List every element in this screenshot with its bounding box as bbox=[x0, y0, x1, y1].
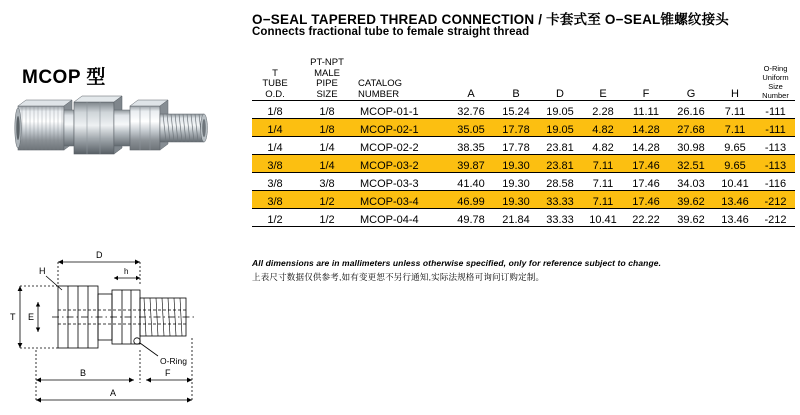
cell-tube: 1/4 bbox=[252, 137, 298, 155]
header-pipe-line-4: SIZE bbox=[316, 88, 338, 100]
technical-drawing bbox=[6, 240, 242, 412]
cell-e: 4.82 bbox=[582, 137, 624, 155]
cell-tube: 3/8 bbox=[252, 155, 298, 173]
cell-e: 2.28 bbox=[582, 101, 624, 119]
cell-oring: -111 bbox=[756, 119, 795, 137]
cell-tube: 1/8 bbox=[252, 101, 298, 119]
cell-pipe: 1/2 bbox=[298, 209, 356, 227]
cell-g: 34.03 bbox=[668, 173, 714, 191]
cell-e: 7.11 bbox=[582, 191, 624, 209]
cell-tube: 3/8 bbox=[252, 173, 298, 191]
cell-a: 38.35 bbox=[448, 137, 494, 155]
header-dim-f: F bbox=[642, 88, 650, 100]
dim-label-a: A bbox=[110, 388, 117, 398]
cell-d: 19.05 bbox=[538, 119, 582, 137]
header-pipe-line-1: PT-NPT bbox=[310, 57, 344, 68]
cell-h: 7.11 bbox=[714, 101, 756, 119]
cell-g: 27.68 bbox=[668, 119, 714, 137]
header-dim-a: A bbox=[467, 88, 475, 100]
table-row[interactable] bbox=[252, 173, 795, 191]
cell-d: 28.58 bbox=[538, 173, 582, 191]
header-dim-b: B bbox=[512, 88, 520, 100]
cell-h: 7.11 bbox=[714, 119, 756, 137]
left-illustration-panel bbox=[0, 0, 248, 415]
right-spec-panel bbox=[252, 0, 800, 415]
cell-b: 19.30 bbox=[494, 191, 538, 209]
header-dim-g: G bbox=[686, 88, 696, 100]
cell-e: 4.82 bbox=[582, 119, 624, 137]
cell-g: 26.16 bbox=[668, 101, 714, 119]
cell-g: 39.62 bbox=[668, 209, 714, 227]
cell-a: 35.05 bbox=[448, 119, 494, 137]
cell-a: 41.40 bbox=[448, 173, 494, 191]
cell-oring: -116 bbox=[756, 173, 795, 191]
cell-pipe: 3/8 bbox=[298, 173, 356, 191]
cell-h: 10.41 bbox=[714, 173, 756, 191]
cell-oring: -113 bbox=[756, 137, 795, 155]
cell-h: 9.65 bbox=[714, 137, 756, 155]
cell-a: 39.87 bbox=[448, 155, 494, 173]
cell-b: 19.30 bbox=[494, 173, 538, 191]
cell-pipe: 1/2 bbox=[298, 191, 356, 209]
header-oring-line-3: Size Number bbox=[762, 82, 789, 100]
header-oring-line-2: Uniform bbox=[762, 73, 789, 82]
product-photo bbox=[8, 88, 218, 168]
dim-label-e: E bbox=[28, 312, 35, 322]
cell-tube: 1/2 bbox=[252, 209, 298, 227]
cell-f: 17.46 bbox=[624, 173, 668, 191]
cell-h: 13.46 bbox=[714, 191, 756, 209]
cell-catalog: MCOP-03-2 bbox=[356, 155, 448, 173]
cell-catalog: MCOP-03-3 bbox=[356, 173, 448, 191]
cell-oring: -212 bbox=[756, 209, 795, 227]
cell-catalog: MCOP-02-2 bbox=[356, 137, 448, 155]
cell-b: 21.84 bbox=[494, 209, 538, 227]
cell-d: 33.33 bbox=[538, 191, 582, 209]
header-tube-line-3: O.D. bbox=[265, 88, 285, 100]
cell-f: 14.28 bbox=[624, 119, 668, 137]
header-pipe-line-2: MALE bbox=[314, 67, 340, 79]
dim-label-t: T bbox=[10, 312, 16, 322]
cell-tube: 1/4 bbox=[252, 119, 298, 137]
table-row[interactable] bbox=[252, 101, 795, 119]
cell-e: 7.11 bbox=[582, 155, 624, 173]
header-dim-e: E bbox=[599, 88, 607, 100]
table-row[interactable] bbox=[252, 191, 795, 209]
cell-pipe: 1/4 bbox=[298, 137, 356, 155]
cell-e: 7.11 bbox=[582, 173, 624, 191]
cell-e: 10.41 bbox=[582, 209, 624, 227]
header-oring-line-1: O-Ring bbox=[763, 64, 788, 73]
cell-b: 17.78 bbox=[494, 119, 538, 137]
table-row[interactable] bbox=[252, 155, 795, 173]
table-row[interactable] bbox=[252, 209, 795, 227]
cell-oring: -212 bbox=[756, 191, 795, 209]
table-row[interactable] bbox=[252, 137, 795, 155]
dim-label-h: H bbox=[39, 266, 46, 276]
cell-f: 11.11 bbox=[624, 101, 668, 119]
cell-pipe: 1/4 bbox=[298, 155, 356, 173]
spec-table bbox=[252, 44, 795, 227]
cell-oring: -111 bbox=[756, 101, 795, 119]
cell-h: 9.65 bbox=[714, 155, 756, 173]
cell-catalog: MCOP-03-4 bbox=[356, 191, 448, 209]
cell-pipe: 1/8 bbox=[298, 101, 356, 119]
header-tube-od bbox=[252, 44, 298, 100]
header-pipe-line-3: PIPE bbox=[316, 78, 338, 89]
spec-table-wrap bbox=[252, 44, 795, 227]
cell-a: 49.78 bbox=[448, 209, 494, 227]
table-row[interactable] bbox=[252, 119, 795, 137]
header-dim-h: H bbox=[731, 88, 739, 100]
cell-b: 17.78 bbox=[494, 137, 538, 155]
cell-f: 22.22 bbox=[624, 209, 668, 227]
cell-d: 19.05 bbox=[538, 101, 582, 119]
cell-f: 17.46 bbox=[624, 191, 668, 209]
page-subtitle: Connects fractional tube to female straight thread bbox=[252, 26, 530, 38]
cell-h: 13.46 bbox=[714, 209, 756, 227]
cell-catalog: MCOP-02-1 bbox=[356, 119, 448, 137]
cell-oring: -113 bbox=[756, 155, 795, 173]
header-catalog-number bbox=[356, 44, 448, 100]
header-catalog-line-2: NUMBER bbox=[358, 88, 400, 100]
cell-catalog: MCOP-04-4 bbox=[356, 209, 448, 227]
cell-d: 23.81 bbox=[538, 155, 582, 173]
cell-g: 32.51 bbox=[668, 155, 714, 173]
cell-pipe: 1/8 bbox=[298, 119, 356, 137]
header-dim-d: D bbox=[556, 88, 564, 100]
page-title: O−SEAL TAPERED THREAD CONNECTION / 卡套式至 O−SEAL锥螺纹接头 bbox=[252, 12, 729, 27]
note-chinese: 上表尺寸数据仅供参考,如有变更恕不另行通知,实际法规格可询问订购定制。 bbox=[252, 272, 545, 282]
cell-a: 46.99 bbox=[448, 191, 494, 209]
cell-g: 39.62 bbox=[668, 191, 714, 209]
header-tube-line-2: TUBE bbox=[262, 78, 288, 89]
dim-label-h-small: h bbox=[124, 267, 129, 276]
table-header-row bbox=[252, 44, 795, 100]
header-catalog-line-1: CATALOG bbox=[358, 78, 402, 89]
spec-table-body bbox=[252, 101, 795, 227]
note-english: All dimensions are in mallimeters unless otherwise specified, only for reference subject to change. bbox=[252, 258, 662, 268]
header-pipe-size bbox=[298, 44, 356, 100]
header-tube-line-1: T bbox=[272, 67, 278, 79]
model-title: MCOP 型 bbox=[22, 67, 106, 88]
cell-tube: 3/8 bbox=[252, 191, 298, 209]
cell-b: 15.24 bbox=[494, 101, 538, 119]
dim-label-f: F bbox=[165, 368, 171, 378]
cell-d: 33.33 bbox=[538, 209, 582, 227]
footnotes bbox=[252, 258, 792, 283]
cell-catalog: MCOP-01-1 bbox=[356, 101, 448, 119]
dim-label-b: B bbox=[80, 368, 87, 378]
header-oring-size bbox=[756, 44, 795, 100]
cell-b: 19.30 bbox=[494, 155, 538, 173]
cell-f: 14.28 bbox=[624, 137, 668, 155]
cell-g: 30.98 bbox=[668, 137, 714, 155]
cell-a: 32.76 bbox=[448, 101, 494, 119]
cell-d: 23.81 bbox=[538, 137, 582, 155]
dim-label-d: D bbox=[96, 250, 103, 260]
dim-label-oring: O-Ring bbox=[160, 356, 187, 366]
cell-f: 17.46 bbox=[624, 155, 668, 173]
